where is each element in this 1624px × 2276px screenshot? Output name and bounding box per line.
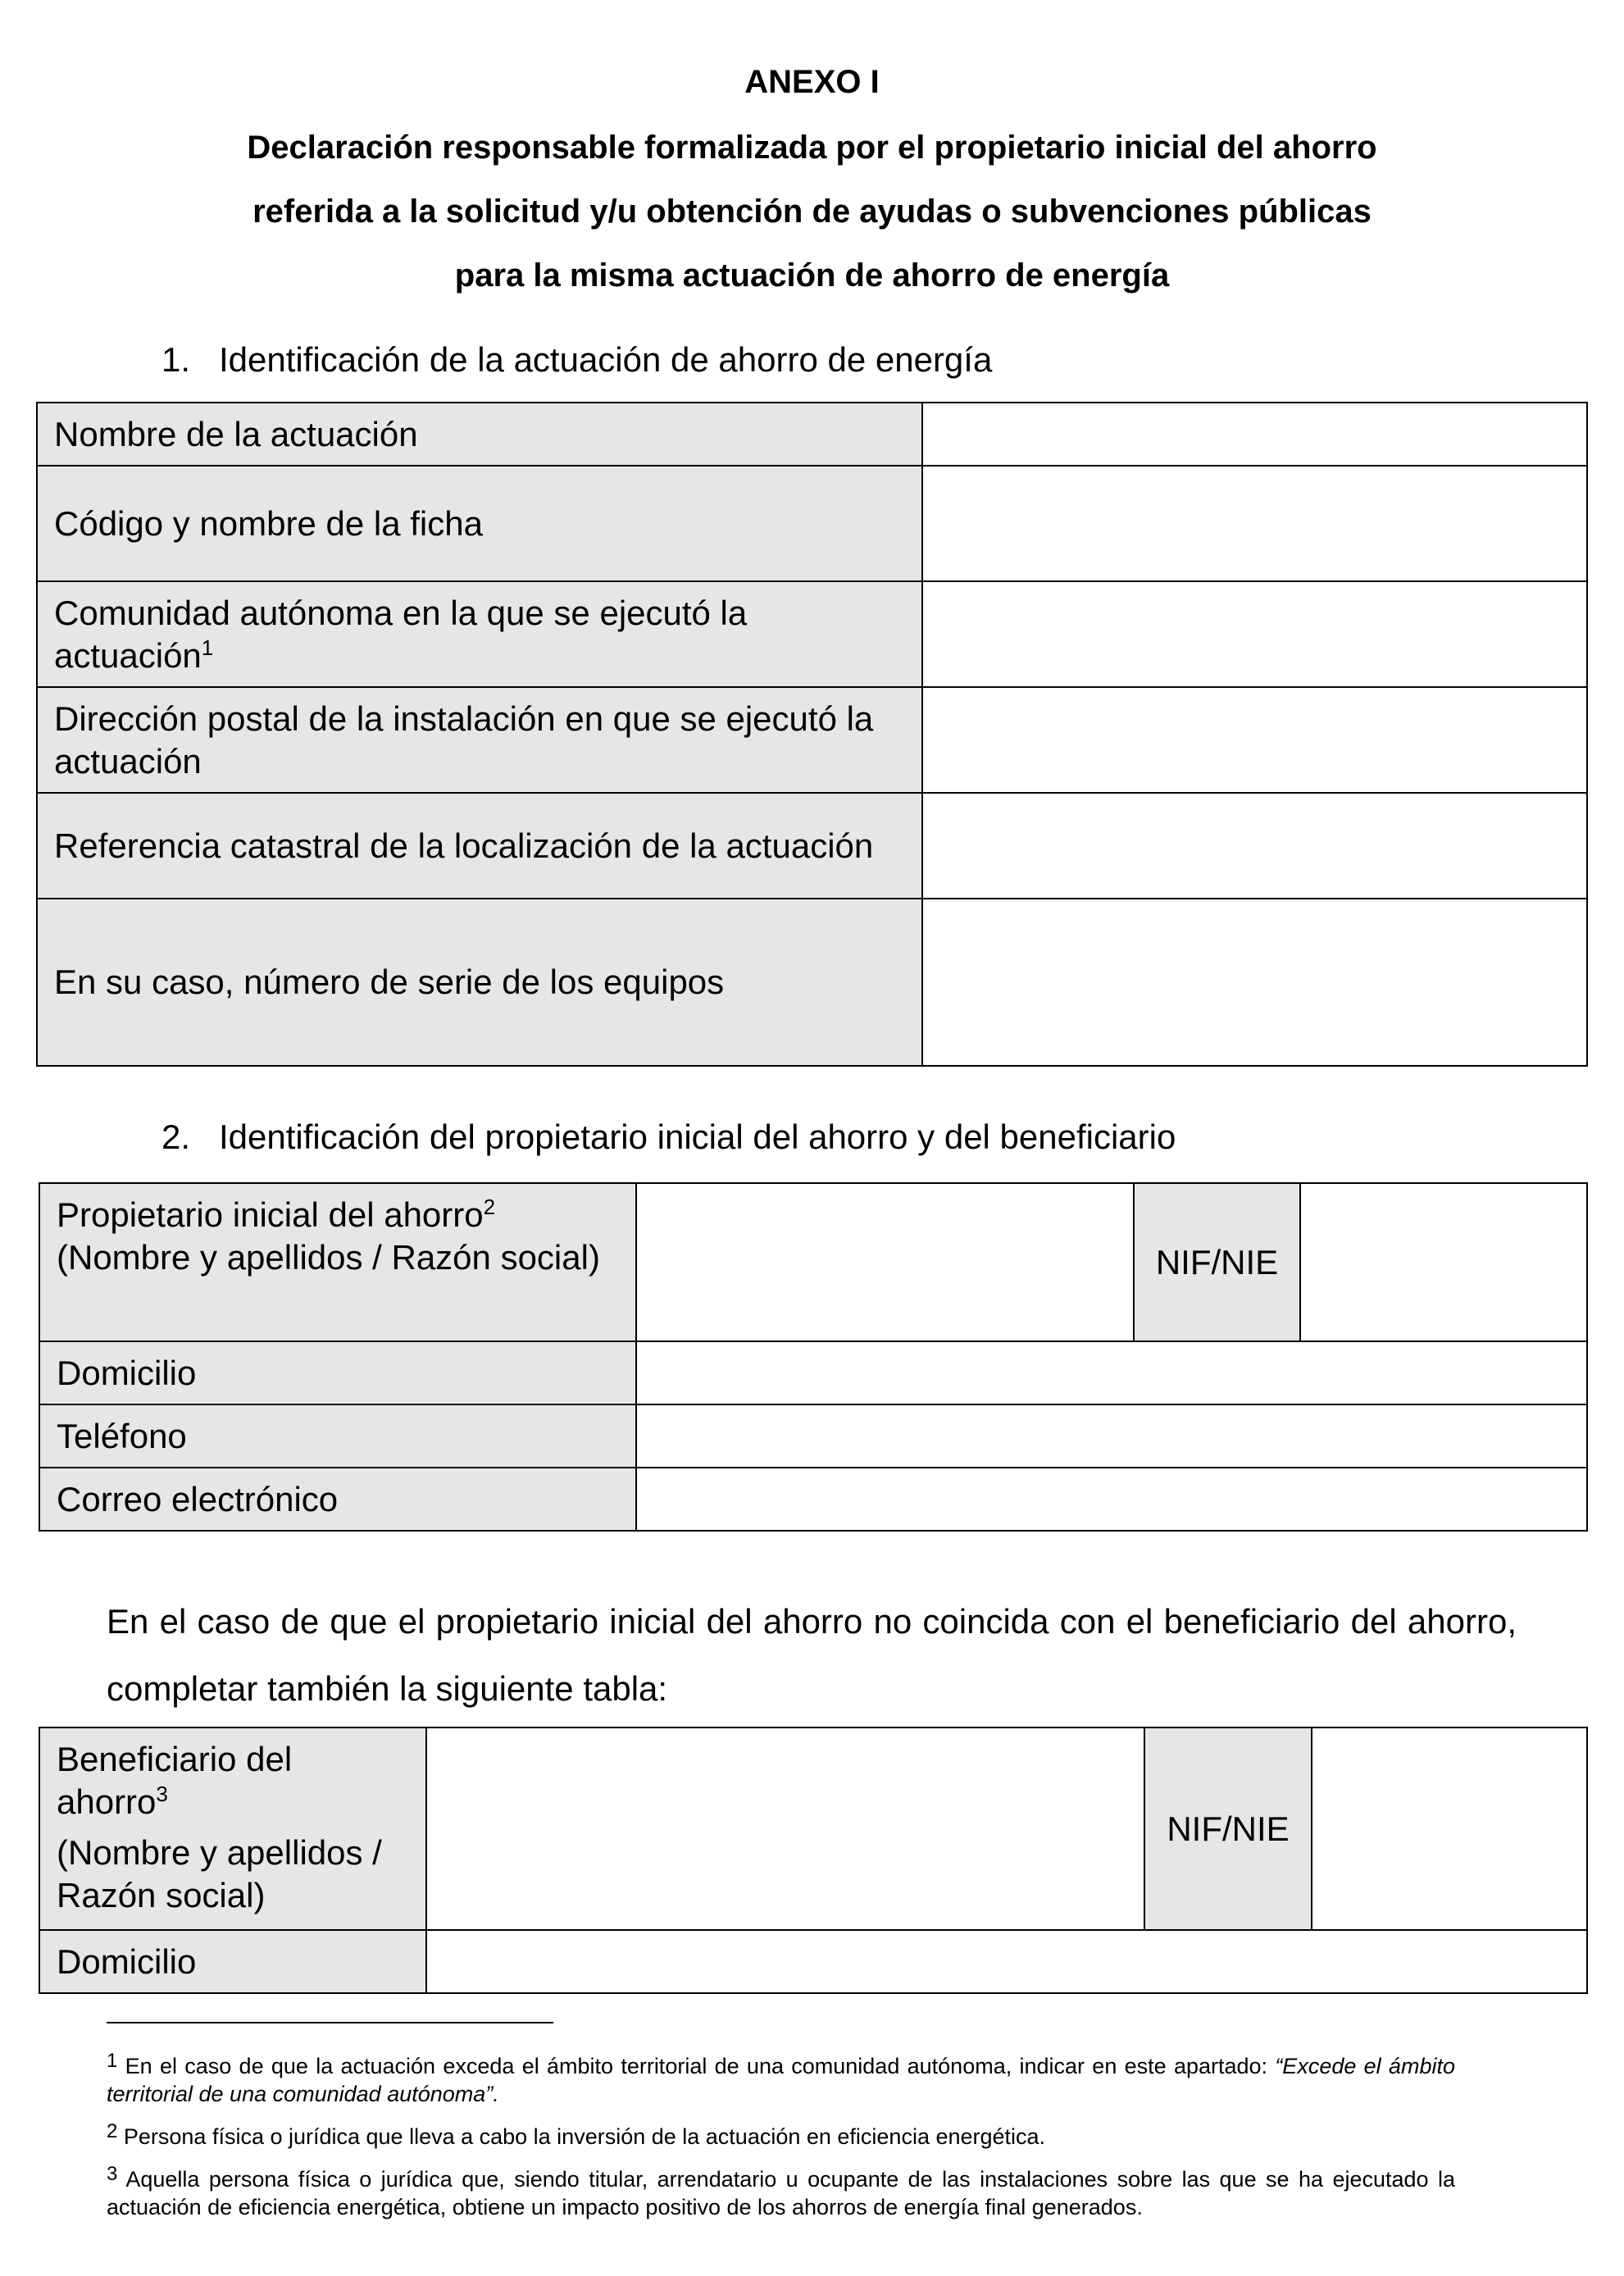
footnote-2: 2 Persona física o jurídica que lleva a cabo la inversión de la actuación en eficiencia energética.: [107, 2120, 1046, 2149]
beneficiary-domicile-field[interactable]: [426, 1930, 1587, 1993]
footnote-3: 3 Aquella persona física o jurídica que, siendo titular, arrendatario u ocupante de las instalaciones sobre las que se ha ejecutado la actuación de eficiencia energética, obtiene un impacto positivo de los ahorros de energía final generados.: [107, 2163, 1455, 2219]
table-row: [37, 899, 1587, 1066]
row-label-beneficiary: Beneficiario del ahorro$^3$ (Nombre y apellidos / Razón social): [39, 1727, 426, 1930]
row-label-domicile: Domicilio: [39, 1341, 636, 1404]
owner-nif-field[interactable]: [1300, 1183, 1587, 1341]
annex-title: ANEXO I: [744, 64, 880, 100]
table-row: [37, 687, 1587, 793]
row-label-phone: Teléfono: [39, 1404, 636, 1468]
serial-numbers-field[interactable]: [922, 899, 1587, 1066]
initial-owner-name-field[interactable]: [636, 1183, 1134, 1341]
table-row: [39, 1468, 1587, 1531]
section-2-heading: [161, 1117, 1176, 1158]
table-row: [37, 793, 1587, 899]
action-identification-table: [36, 402, 1588, 1067]
table-row: [39, 1930, 1587, 1993]
owner-email-field[interactable]: [636, 1468, 1587, 1531]
row-label-action-name: Nombre de la actuación: [37, 403, 922, 466]
owner-phone-field[interactable]: [636, 1404, 1587, 1468]
section-1-heading: [161, 339, 992, 380]
table-row: [39, 1183, 1587, 1341]
table-row: [37, 466, 1587, 581]
row-label-initial-owner: Propietario inicial del ahorro$^2$ (Nombre y apellidos / Razón social): [39, 1183, 636, 1341]
section-2-title: Identificación del propietario inicial del ahorro y del beneficiario: [219, 1118, 1176, 1156]
declaration-title-line-3: para la misma actuación de ahorro de energía: [454, 257, 1170, 294]
footnote-1: 1 En el caso de que la actuación exceda el ámbito territorial de una comunidad autónoma, indicar en este apartado: “Excede el ámbito territorial de una comunidad autónoma”.: [107, 2050, 1455, 2106]
table-row: [37, 403, 1587, 466]
owner-identification-table: [39, 1182, 1588, 1532]
beneficiary-name-field[interactable]: [426, 1727, 1144, 1930]
action-name-field[interactable]: [922, 403, 1587, 466]
row-label-email: Correo electrónico: [39, 1468, 636, 1531]
owner-nif-label: NIF/NIE: [1134, 1183, 1300, 1341]
cadastral-reference-field[interactable]: [922, 793, 1587, 899]
table-row: [39, 1341, 1587, 1404]
row-label-beneficiary-domicile: Domicilio: [39, 1930, 426, 1993]
table-row: [39, 1727, 1587, 1930]
row-label-autonomous-community: Comunidad autónoma en la que se ejecutó la actuación$^1$: [37, 581, 922, 687]
autonomous-community-field[interactable]: [922, 581, 1587, 687]
owner-domicile-field[interactable]: [636, 1341, 1587, 1404]
section-1-title: Identificación de la actuación de ahorro de energía: [219, 340, 993, 379]
footnote-ref-3: 3: [156, 1782, 168, 1806]
row-label-cadastral-reference: Referencia catastral de la localización de la actuación: [37, 793, 922, 899]
beneficiary-instruction-paragraph: En el caso de que el propietario inicial del ahorro no coincida con el beneficiario del ahorro, completar también la siguiente tabla:: [107, 1602, 1517, 1708]
footnote-separator: [107, 2022, 553, 2023]
table-row: [39, 1404, 1587, 1468]
footnote-ref-2: 2: [483, 1195, 496, 1219]
declaration-title-line-2: referida a la solicitud y/u obtención de ayudas o subvenciones públicas: [252, 193, 1372, 230]
table-row: [37, 581, 1587, 687]
section-2-number: 2.: [161, 1118, 191, 1156]
row-label-sheet-code: Código y nombre de la ficha: [37, 466, 922, 581]
beneficiary-table: [39, 1727, 1588, 1994]
declaration-title-line-1: Declaración responsable formalizada por el propietario inicial del ahorro: [247, 130, 1377, 166]
beneficiary-nif-label: NIF/NIE: [1144, 1727, 1312, 1930]
postal-address-field[interactable]: [922, 687, 1587, 793]
footnote-ref-1: 1: [201, 635, 214, 660]
sheet-code-field[interactable]: [922, 466, 1587, 581]
row-label-postal-address: Dirección postal de la instalación en que se ejecutó la actuación: [37, 687, 922, 793]
section-1-number: 1.: [161, 340, 191, 379]
row-label-serial-numbers: En su caso, número de serie de los equipos: [37, 899, 922, 1066]
beneficiary-nif-field[interactable]: [1312, 1727, 1587, 1930]
